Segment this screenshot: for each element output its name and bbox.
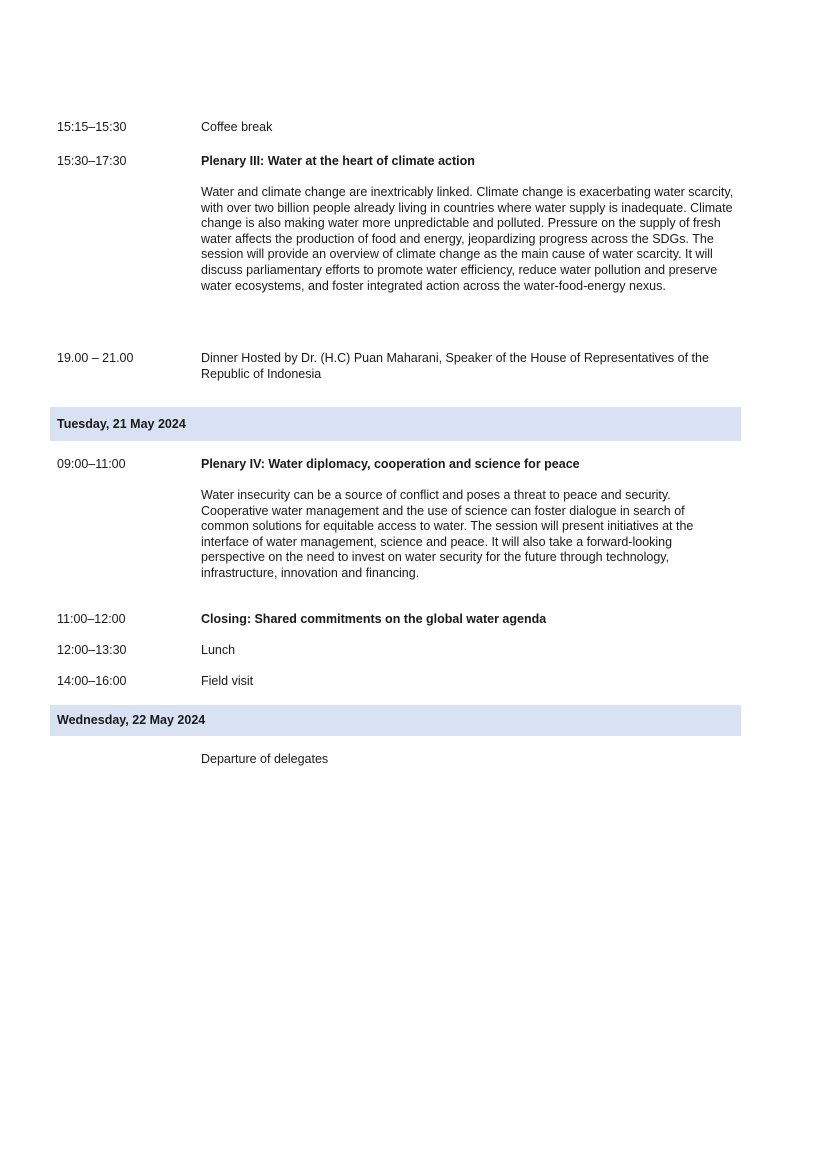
session-title: Plenary IV: Water diplomacy, cooperation and science for peace	[201, 457, 580, 471]
session-time: 09:00–11:00	[57, 457, 126, 471]
session-time: 12:00–13:30	[57, 643, 127, 657]
session-time: 14:00–16:00	[57, 674, 127, 688]
day-heading: Wednesday, 22 May 2024	[50, 705, 741, 736]
session-time: 19.00 – 21.00	[57, 351, 134, 365]
session-title: Coffee break	[201, 120, 273, 134]
session-time: 15:30–17:30	[57, 154, 127, 168]
session-title: Closing: Shared commitments on the global water agenda	[201, 612, 547, 626]
session-title: Dinner Hosted by Dr. (H.C) Puan Maharani, Speaker of the House of Representatives of the Republic of Indonesia	[201, 351, 709, 381]
day-heading: Tuesday, 21 May 2024	[50, 407, 741, 441]
session-time: 11:00–12:00	[57, 612, 126, 626]
session-title: Plenary III: Water at the heart of climate action	[201, 154, 475, 168]
session-title: Lunch	[201, 643, 236, 657]
session-description: Water insecurity can be a source of conflict and poses a threat to peace and security. Cooperative water management and the use of science can foster dialogue in search of common solutions for equitable access to water. The session will present initiatives at the interface of water management, science and peace. It will also take a forward-looking perspective on the need to invest on water security for the future through technology, infrastructure, innovation and financing.	[201, 488, 694, 580]
session-time: 15:15–15:30	[57, 120, 127, 134]
session-title: Departure of delegates	[201, 752, 329, 766]
session-title: Field visit	[201, 674, 254, 688]
session-description: Water and climate change are inextricably linked. Climate change is exacerbating water scarcity, with over two billion people already living in countries where water supply is inadequate. Climate change is also making water more unpredictable and polluted. Pressure on the supply of fresh water affects the production of food and energy, jeopardizing progress across the SDGs. The session will provide an overview of climate change as the main cause of water scarcity. It will discuss parliamentary efforts to promote water efficiency, reduce water pollution and preserve water ecosystems, and foster integrated action across the water-food-energy nexus.	[201, 185, 734, 293]
